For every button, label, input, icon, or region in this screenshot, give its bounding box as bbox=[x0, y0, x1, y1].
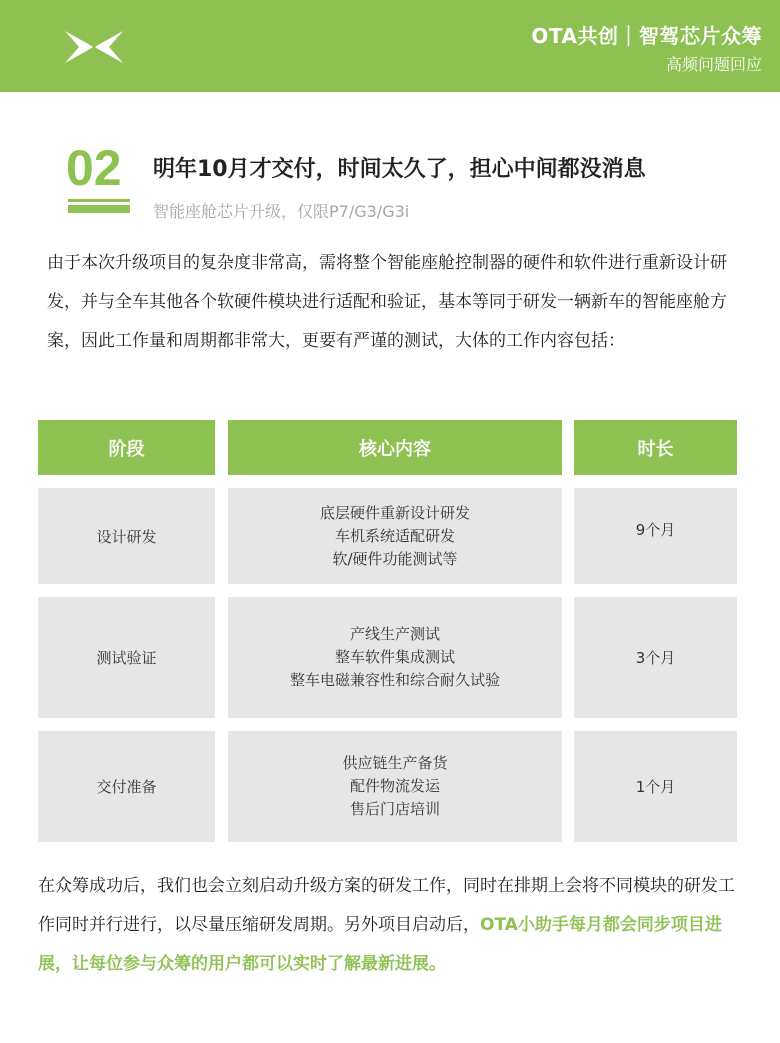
xpeng-logo-icon bbox=[64, 30, 124, 64]
content-line: 供应链生产备货 bbox=[342, 754, 448, 772]
table-cell-stage: 测试验证 bbox=[38, 597, 215, 718]
header-title: OTA共创｜智驾芯片众筹 bbox=[531, 24, 762, 48]
content-line: 软/硬件功能测试等 bbox=[332, 549, 458, 568]
table-header-duration: 时长 bbox=[574, 420, 737, 475]
section-number: 02 bbox=[66, 140, 122, 196]
table-cell-stage: 交付准备 bbox=[38, 731, 215, 842]
content-line: 售后门店培训 bbox=[349, 800, 440, 818]
number-underline-thin bbox=[68, 199, 130, 202]
content-line: 整车电磁兼容性和综合耐久试验 bbox=[289, 671, 500, 689]
table-header-content: 核心内容 bbox=[228, 420, 562, 475]
content-line: 产线生产测试 bbox=[349, 625, 440, 643]
content-line: 车机系统适配研发 bbox=[334, 526, 455, 545]
table-cell-content bbox=[228, 597, 562, 718]
outro-text: 在众筹成功后，我们也会立刻启动升级方案的研发工作，同时在排期上会将不同模块的研发工作同时并行进行，以尽量压缩研发周期。另外项目启动后， bbox=[38, 876, 735, 935]
table-cell-duration: 3个月 bbox=[574, 597, 737, 718]
intro-paragraph: 由于本次升级项目的复杂度非常高，需将整个智能座舱控制器的硬件和软件进行重新设计研发，并与全车其他各个软硬件模块进行适配和验证，基本等同于研发一辆新车的智能座舱方案，因此工作量和周期都非常大，更要有严谨的测试，大体的工作内容包括： bbox=[47, 253, 727, 351]
outro-paragraph bbox=[38, 867, 738, 984]
table-cell-duration: 1个月 bbox=[574, 731, 737, 842]
content-line: 整车软件集成测试 bbox=[334, 648, 455, 666]
header-banner bbox=[0, 0, 780, 92]
table-header-stage: 阶段 bbox=[38, 420, 215, 475]
question-subtitle: 智能座舱芯片升级，仅限P7/G3/G3i bbox=[153, 202, 410, 221]
content-line: 底层硬件重新设计研发 bbox=[319, 503, 470, 522]
number-underline-thick bbox=[68, 205, 130, 213]
table-cell-duration: 9个月 bbox=[574, 488, 737, 584]
question-title: 明年10月才交付，时间太久了，担心中间都没消息 bbox=[153, 157, 646, 182]
content-line: 配件物流发运 bbox=[349, 777, 440, 795]
header-subtitle: 高频问题回应 bbox=[665, 55, 762, 74]
table-cell-stage: 设计研发 bbox=[38, 488, 215, 584]
table-cell-content bbox=[228, 731, 562, 842]
table-cell-content bbox=[228, 488, 562, 584]
outro-highlight: OTA小助手每月都会同步项目进展，让每位参与众筹的用户都可以实时了解最新进展。 bbox=[38, 915, 722, 974]
